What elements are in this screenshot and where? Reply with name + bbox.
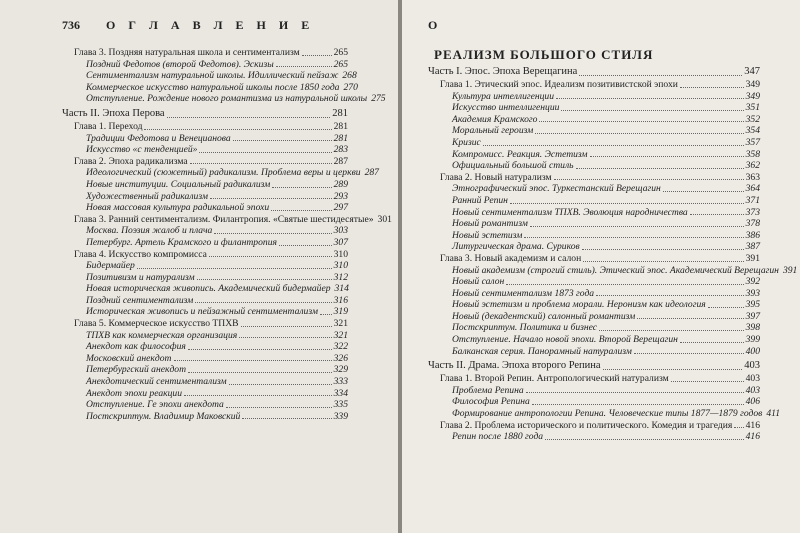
toc-entry [428, 79, 760, 91]
entry-title: Глава 3. Новый академизм и салон [440, 252, 582, 264]
entry-page: 333 [333, 376, 348, 388]
entry-title: Культура интеллигенции [452, 90, 555, 102]
entry-title: Москва. Поэзия жалоб и плача [86, 225, 213, 237]
entry-title: Проблема Репина [452, 384, 524, 396]
entry-title: Отступление. Рождение нового романтизма из натуральной школы [86, 93, 368, 105]
toc-entry [62, 353, 348, 365]
toc-entry [62, 295, 348, 307]
dot-leader [583, 253, 743, 262]
toc-entry [428, 288, 760, 300]
entry-title: Часть I. Эпос. Эпоха Верещагина [428, 66, 578, 77]
dot-leader [539, 114, 743, 123]
entry-title: Бидермайер [86, 260, 135, 272]
dot-leader [596, 288, 744, 297]
toc-entry [62, 225, 348, 237]
entry-page: 378 [745, 218, 760, 230]
toc-entry [428, 125, 760, 137]
dot-leader [590, 149, 744, 158]
toc-entry [428, 276, 760, 288]
dot-leader [554, 172, 744, 181]
entry-page: 321 [333, 329, 348, 341]
toc-list-left [62, 47, 392, 422]
entry-page: 358 [745, 148, 760, 160]
entry-page: 363 [745, 171, 760, 183]
entry-title: Новый (декадентский) салонный романтизм [452, 310, 636, 322]
entry-page: 373 [745, 206, 760, 218]
toc-entry [62, 411, 348, 423]
entry-page: 349 [745, 79, 760, 90]
toc-entry [428, 149, 760, 161]
entry-title: Анекдот эпохи реакции [86, 387, 183, 399]
toc-entry [62, 202, 348, 214]
dot-leader [214, 225, 331, 234]
entry-title: ТПХВ как коммерческая организация [86, 329, 238, 341]
toc-entry [62, 318, 348, 330]
entry-page: 339 [333, 410, 348, 422]
entry-page: 399 [745, 334, 760, 346]
dot-leader [708, 299, 744, 308]
entry-page: 387 [745, 241, 760, 253]
entry-title: Литургическая драма. Суриков [452, 241, 580, 253]
toc-entry [428, 207, 760, 219]
entry-title: Петербургский анекдот [86, 364, 187, 376]
dot-leader [197, 272, 332, 281]
entry-title: Сентиментализм натуральной школы. Идиллический пейзаж [86, 70, 339, 82]
entry-page: 303 [333, 225, 348, 237]
toc-entry [428, 114, 760, 126]
entry-page: 349 [745, 90, 760, 102]
dot-leader [671, 373, 744, 382]
entry-title: Новые институции. Социальный радикализм [86, 178, 271, 190]
dot-leader [690, 207, 744, 216]
dot-leader [209, 249, 332, 258]
toc-entry [428, 359, 760, 373]
entry-page: 321 [333, 318, 348, 330]
entry-title: Позитивизм и натурализм [86, 271, 195, 283]
dot-leader [524, 230, 743, 239]
running-head [62, 18, 348, 33]
toc-entry [428, 346, 760, 358]
dot-leader [663, 183, 744, 192]
entry-title: Глава 2. Проблема исторического и политического. Комедия и трагедия [440, 419, 733, 431]
entry-page: 334 [333, 387, 348, 399]
toc-entry [428, 264, 798, 277]
entry-page: 391 [782, 264, 798, 276]
entry-page: 329 [333, 364, 348, 376]
toc-entry [428, 253, 760, 265]
toc-entry [62, 191, 348, 203]
toc-entry [62, 237, 348, 249]
entry-title: Искусство «с тенденцией» [86, 144, 198, 156]
toc-entry [428, 195, 760, 207]
entry-title: Балканская серия. Панорамный натурализм [452, 345, 632, 357]
entry-title: Глава 4. Искусство компромисса [74, 248, 207, 260]
dot-leader [637, 311, 743, 320]
entry-title: Этнографический эпос. Туркестанский Верещагин [452, 183, 661, 195]
entry-title: Часть II. Драма. Эпоха второго Репина [428, 360, 601, 372]
toc-entry [62, 179, 348, 191]
entry-title: Идеологический (сюжетный) радикализм. Проблема веры и церкви [86, 167, 361, 179]
entry-page: 335 [333, 399, 348, 411]
dot-leader [320, 306, 332, 315]
dot-leader [226, 399, 332, 408]
dot-leader [582, 241, 744, 250]
toc-entry [428, 322, 760, 334]
toc-entry [428, 91, 760, 103]
dot-leader [276, 59, 332, 68]
toc-entry [62, 213, 392, 226]
toc-entry [62, 70, 357, 82]
entry-page: 270 [343, 81, 358, 93]
dot-leader [210, 191, 332, 200]
dot-leader [137, 260, 332, 269]
toc-entry [62, 81, 358, 94]
dot-leader [510, 195, 744, 204]
entry-title: Новая историческая живопись. Академический бидермайер [86, 283, 331, 295]
entry-title: Отступление. Ге эпохи анекдота [86, 399, 224, 411]
entry-title: Новый романтизм [452, 218, 528, 230]
toc-entry [428, 183, 760, 195]
dot-leader [195, 295, 331, 304]
entry-page: 357 [745, 136, 760, 148]
toc-list-right [428, 65, 798, 443]
entry-page: 386 [745, 229, 760, 241]
entry-page: 310 [333, 260, 348, 272]
entry-page: 411 [766, 408, 781, 420]
dot-leader [680, 334, 744, 343]
dot-leader [530, 218, 744, 227]
toc-entry [428, 65, 760, 79]
section-title: РЕАЛИЗМ БОЛЬШОГО СТИЛЯ [434, 47, 654, 62]
entry-title: Кризис [452, 136, 481, 148]
toc-entry [428, 160, 760, 172]
entry-page: 287 [364, 167, 379, 179]
dot-leader [526, 385, 744, 394]
dot-leader [190, 156, 332, 165]
entry-title: Часть II. Эпоха Перова [62, 107, 165, 119]
entry-title: Традиции Федотова и Венецианова [86, 132, 231, 144]
toc-entry [428, 241, 760, 253]
entry-title: Новый эстетизм и проблема морали. Неронизм как идеология [452, 299, 706, 311]
entry-page: 310 [333, 248, 348, 260]
entry-title: Глава 1. Второй Репин. Антропологический натурализм [440, 373, 669, 385]
entry-page: 322 [333, 341, 348, 353]
toc-entry [62, 107, 348, 121]
dot-leader [241, 318, 332, 327]
toc-entry [62, 47, 348, 59]
toc-entry [62, 93, 386, 105]
entry-page: 275 [371, 93, 386, 105]
toc-entry [428, 396, 760, 408]
toc-entry [62, 283, 348, 295]
toc-entry [62, 144, 348, 156]
toc-entry [62, 133, 348, 145]
dot-leader [279, 237, 332, 246]
toc-entry [62, 156, 348, 168]
toc-entry [428, 408, 781, 420]
toc-entry [428, 230, 760, 242]
entry-title: Московский анекдот [86, 352, 172, 364]
entry-page: 347 [744, 66, 760, 77]
toc-entry [62, 249, 348, 261]
dot-leader [233, 133, 332, 142]
toc-entry [428, 218, 760, 230]
dot-leader [184, 388, 332, 397]
entry-title: Официальный большой стиль [452, 160, 574, 172]
entry-title: Постскриптум. Владимир Маковский [86, 410, 241, 422]
entry-title: Глава 2. Эпоха радикализма [74, 155, 188, 167]
entry-page: 281 [333, 120, 348, 132]
toc-entry [62, 376, 348, 388]
toc-entry [62, 388, 348, 400]
dot-leader [242, 411, 331, 420]
dot-leader [506, 276, 743, 285]
entry-page: 392 [745, 276, 760, 288]
entry-title: Поздний Федотов (второй Федотов). Эскизы [86, 58, 274, 70]
dot-leader [229, 376, 332, 385]
entry-title: Художественный радикализм [86, 190, 208, 202]
entry-title: Компромисс. Реакция. Эстетизм [452, 148, 588, 160]
entry-page: 319 [333, 306, 348, 318]
entry-page: 351 [745, 102, 760, 114]
toc-entry [62, 260, 348, 272]
entry-page: 293 [333, 190, 348, 202]
entry-title: Глава 2. Новый натурализм [440, 171, 552, 183]
entry-page: 400 [745, 345, 760, 357]
dot-leader [199, 144, 331, 153]
toc-entry [62, 330, 348, 342]
entry-page: 281 [333, 132, 348, 144]
entry-page: 362 [745, 160, 760, 172]
entry-title: Репин после 1880 года [452, 431, 544, 443]
entry-page: 326 [333, 352, 348, 364]
entry-page: 364 [745, 183, 760, 195]
entry-title: Анекдот как философия [86, 341, 186, 353]
running-head-text: О Г Л А В Л Е Н И Е [106, 18, 315, 32]
dot-leader [167, 107, 331, 118]
dot-leader [483, 137, 744, 146]
right-page [402, 0, 800, 533]
entry-page: 416 [745, 419, 760, 431]
entry-page: 268 [342, 70, 357, 82]
entry-page: 371 [745, 194, 760, 206]
entry-page: 403 [745, 373, 760, 385]
toc-entry [428, 420, 760, 432]
toc-entry [62, 167, 379, 179]
entry-title: Анекдотический сентиментализм [86, 376, 227, 388]
dot-leader [545, 431, 744, 440]
dot-leader [174, 353, 332, 362]
entry-page: 403 [744, 360, 760, 372]
entry-title: Петербург. Артель Крамского и филантропия [86, 236, 277, 248]
entry-title: Постскриптум. Политика и бизнес [452, 322, 598, 334]
toc-entry [428, 311, 760, 323]
running-head-right: О [428, 18, 443, 32]
entry-page: 265 [333, 58, 348, 70]
entry-title: Новый сентиментализм 1873 года [452, 287, 595, 299]
entry-page: 397 [745, 310, 760, 322]
entry-page: 316 [333, 294, 348, 306]
page-number: 736 [62, 18, 80, 32]
entry-title: Моральный героизм [452, 125, 534, 137]
entry-title: Поздний сентиментализм [86, 294, 194, 306]
dot-leader [188, 341, 332, 350]
dot-leader [535, 125, 743, 134]
dot-leader [556, 91, 744, 100]
dot-leader [272, 179, 331, 188]
dot-leader [634, 346, 744, 355]
dot-leader [603, 359, 743, 370]
entry-page: 393 [745, 287, 760, 299]
entry-title: Историческая живопись и пейзажный сентиментализм [86, 306, 318, 318]
entry-title: Глава 5. Коммерческое искусство ТПХВ [74, 318, 239, 330]
entry-title: Академия Крамского [452, 113, 538, 125]
entry-page: 265 [333, 47, 348, 58]
entry-page: 301 [377, 213, 392, 225]
entry-title: Глава 1. Этический эпос. Идеализм позитивистской эпохи [440, 79, 678, 90]
dot-leader [680, 79, 744, 88]
entry-title: Философия Репина [452, 396, 530, 408]
dot-leader [271, 202, 331, 211]
entry-title: Новый сентиментализм ТПХВ. Эволюция народничества [452, 206, 688, 218]
entry-page: 314 [334, 283, 349, 295]
entry-page: 416 [745, 431, 760, 443]
entry-title: Формирование антропологии Репина. Человеческие типы 1877—1879 годов [452, 408, 763, 420]
dot-leader [734, 420, 743, 429]
toc-entry [428, 373, 760, 385]
entry-page: 354 [745, 125, 760, 137]
entry-page: 395 [745, 299, 760, 311]
entry-title: Отступление. Начало новой эпохи. Второй Верещагин [452, 334, 678, 346]
entry-title: Коммерческое искусство натуральной школы после 1850 года [86, 81, 340, 93]
entry-title: Новая массовая культура радикальной эпохи [86, 202, 270, 214]
entry-title: Ранний Репин [452, 194, 508, 206]
toc-entry [428, 385, 760, 397]
entry-title: Глава 3. Ранний сентиментализм. Филантропия. «Святые шестидесятые» [74, 213, 374, 225]
toc-entry [62, 341, 348, 353]
entry-page: 352 [745, 113, 760, 125]
dot-leader [532, 396, 744, 405]
left-page [0, 0, 398, 533]
entry-title: Искусство интеллигенции [452, 102, 560, 114]
toc-entry [62, 272, 348, 284]
toc-entry [62, 364, 348, 376]
dot-leader [561, 102, 743, 111]
entry-page: 281 [332, 107, 348, 119]
entry-page: 287 [333, 155, 348, 167]
entry-title: Новый академизм (строгий стиль). Этический эпос. Академический Верещагин [452, 264, 779, 276]
entry-page: 403 [745, 384, 760, 396]
toc-entry [428, 172, 760, 184]
toc-entry [428, 431, 760, 443]
toc-entry [428, 299, 760, 311]
entry-title: Глава 1. Переход [74, 120, 143, 132]
dot-leader [239, 330, 331, 339]
toc-entry [62, 59, 348, 71]
entry-page: 289 [333, 178, 348, 190]
entry-page: 297 [333, 202, 348, 214]
toc-entry [428, 102, 760, 114]
entry-page: 307 [333, 236, 348, 248]
dot-leader [599, 322, 744, 331]
entry-page: 312 [333, 271, 348, 283]
dot-leader [579, 65, 742, 76]
toc-entry [62, 121, 348, 133]
entry-page: 406 [745, 396, 760, 408]
dot-leader [188, 364, 332, 373]
dot-leader [576, 160, 744, 169]
entry-page: 398 [745, 322, 760, 334]
entry-title: Новый салон [452, 276, 505, 288]
toc-entry [62, 399, 348, 411]
toc-entry [62, 306, 348, 318]
toc-entry [428, 334, 760, 346]
entry-title: Глава 3. Поздняя натуральная школа и сентиментализм [74, 47, 300, 58]
entry-title: Новый эстетизм [452, 229, 523, 241]
entry-page: 283 [333, 144, 348, 156]
toc-entry [428, 137, 760, 149]
dot-leader [144, 121, 331, 130]
entry-page: 391 [745, 252, 760, 264]
dot-leader [302, 47, 332, 56]
